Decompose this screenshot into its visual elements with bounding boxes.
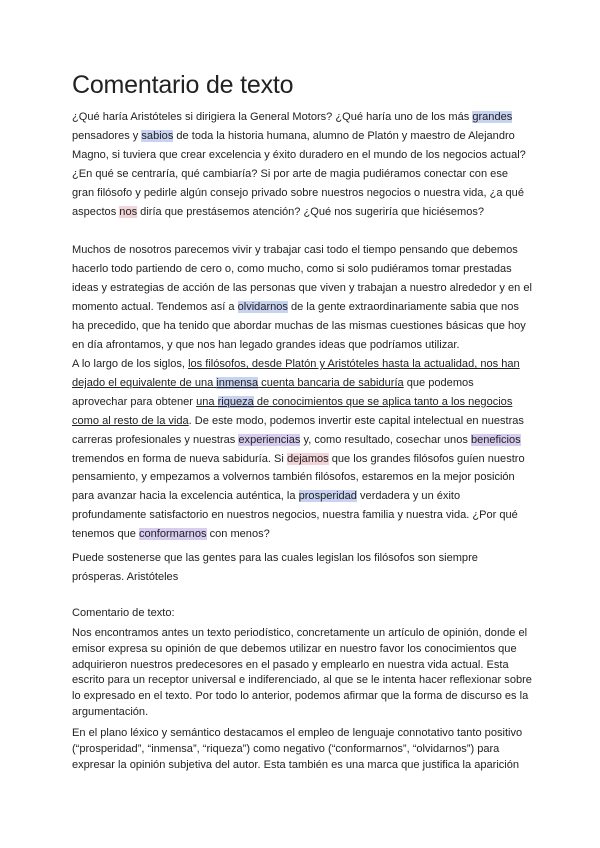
highlighted-text: beneficios — [470, 433, 521, 446]
highlighted-text: una — [196, 395, 218, 408]
text-segment: Muchos de nosotros parecemos vivir y trabajar casi todo el tiempo pensando que debemos hacerlo todo partiendo de cero o, como mucho, como si solo pudiéramos tomar prestadas ideas y estrategias de acción de las personas que viven y trabajan a nuestro alrededor y en el momento actual. Tendemos así a — [72, 244, 532, 313]
text-segment: verdadera y un éxito profundamente satisfactorio en nuestros negocios, nuestra familia y nuestra vida. ¿Por qué tenemos que — [72, 490, 518, 541]
text-segment: que los grandes filósofos guíen nuestro pensamiento, y empezamos a volvernos también filósofos, estaremos en la mejor posición para avanzar hacia la excelencia auténtica, la — [72, 452, 525, 503]
text-segment: . De este modo, podemos invertir este capital intelectual en nuestras carreras profesionales y nuestras — [72, 414, 524, 446]
text-segment: diría que prestásemos atención? ¿Qué nos sugeriría que hiciésemos? — [137, 205, 485, 218]
highlighted-text: grandes — [472, 111, 513, 123]
text-segment: de la gente extraordinariamente sabia que nos ha precedido, que ha tenido que abordar muchas de las mismas cuestiones básicas que hoy en día afrontamos, y que nos han legado grandes ideas que podríamos utilizar. — [72, 300, 526, 351]
text-segment: ¿Qué haría Aristóteles si dirigiera la General Motors? ¿Qué haría uno de los más — [72, 111, 473, 123]
document-title: Comentario de texto — [72, 71, 294, 99]
highlighted-text: prosperidad — [298, 490, 357, 503]
section-heading: Comentario de texto: — [72, 607, 175, 619]
paragraph-quote — [72, 549, 532, 587]
paragraph-1 — [72, 108, 532, 221]
highlighted-text: riqueza — [217, 395, 254, 408]
text-segment: pensadores y — [72, 129, 142, 142]
highlighted-text: los filósofos, desde Platón y Aristóteles hasta la actualidad, nos han dejado el equivalente de una — [72, 358, 520, 389]
highlighted-text: conformarnos — [138, 528, 207, 541]
paragraph-3 — [72, 355, 532, 544]
highlighted-text: dejamos — [286, 452, 329, 465]
highlighted-text: cuenta bancaria de sabiduría — [258, 376, 404, 389]
highlighted-text: olvidarnos — [237, 300, 288, 313]
section-paragraph-2: En el plano léxico y semántico destacamos el empleo de lenguaje connotativo tanto positivo (“prosperidad”, “inmensa”, “riqueza”) como negativo (“conformarnos”, “olvidarnos”) para expresar la opinión subjetiva del autor. Esta también es una marca que justifica la aparición — [72, 727, 523, 771]
text-segment: que podemos aprovechar para obtener — [72, 376, 474, 408]
text-segment: A lo largo de los siglos, — [72, 358, 189, 370]
highlighted-text: inmensa — [216, 376, 259, 389]
paragraph-2 — [72, 241, 532, 354]
highlighted-text: nos — [119, 205, 138, 218]
text-segment: y, como resultado, cosechar unos — [300, 433, 471, 446]
section-paragraph-1: Nos encontramos antes un texto periodístico, concretamente un artículo de opinión, donde el emisor expresa su opinión de que debemos utilizar en nuestro favor los conocimientos que adquirieron nuestros predecesores en el pasado y emplearlo en nuestra vida actual. Esta escrito para un receptor universal e indiferenciado, al que se le intenta hacer reflexionar sobre lo expresado en el texto. Por todo lo anterior, podemos afirmar que la forma de discurso es la argumentación. — [72, 627, 532, 718]
text-segment: de toda la historia humana, alumno de Platón y maestro de Alejandro Magno, si tuviera que crear excelencia y éxito duradero en el mundo de los negocios actual? ¿En qué se centraría, qué cambiaría? Si por arte de magia pudiéramos conectar con ese gran filósofo y pedirle algún consejo privado sobre nuestros negocios o nuestra vida, ¿a qué aspectos — [72, 129, 526, 218]
highlighted-text: experiencias — [238, 433, 301, 446]
highlighted-text: de conocimientos que se aplica tanto a los negocios como al resto de la vida — [72, 395, 513, 427]
text-segment: Puede sostenerse que las gentes para las cuales legislan los filósofos son siempre prósperas. Aristóteles — [72, 552, 478, 583]
highlighted-text: sabios — [141, 129, 174, 142]
text-segment: con menos? — [206, 528, 270, 541]
text-segment: tremendos en forma de nueva sabiduría. Si — [72, 452, 287, 465]
